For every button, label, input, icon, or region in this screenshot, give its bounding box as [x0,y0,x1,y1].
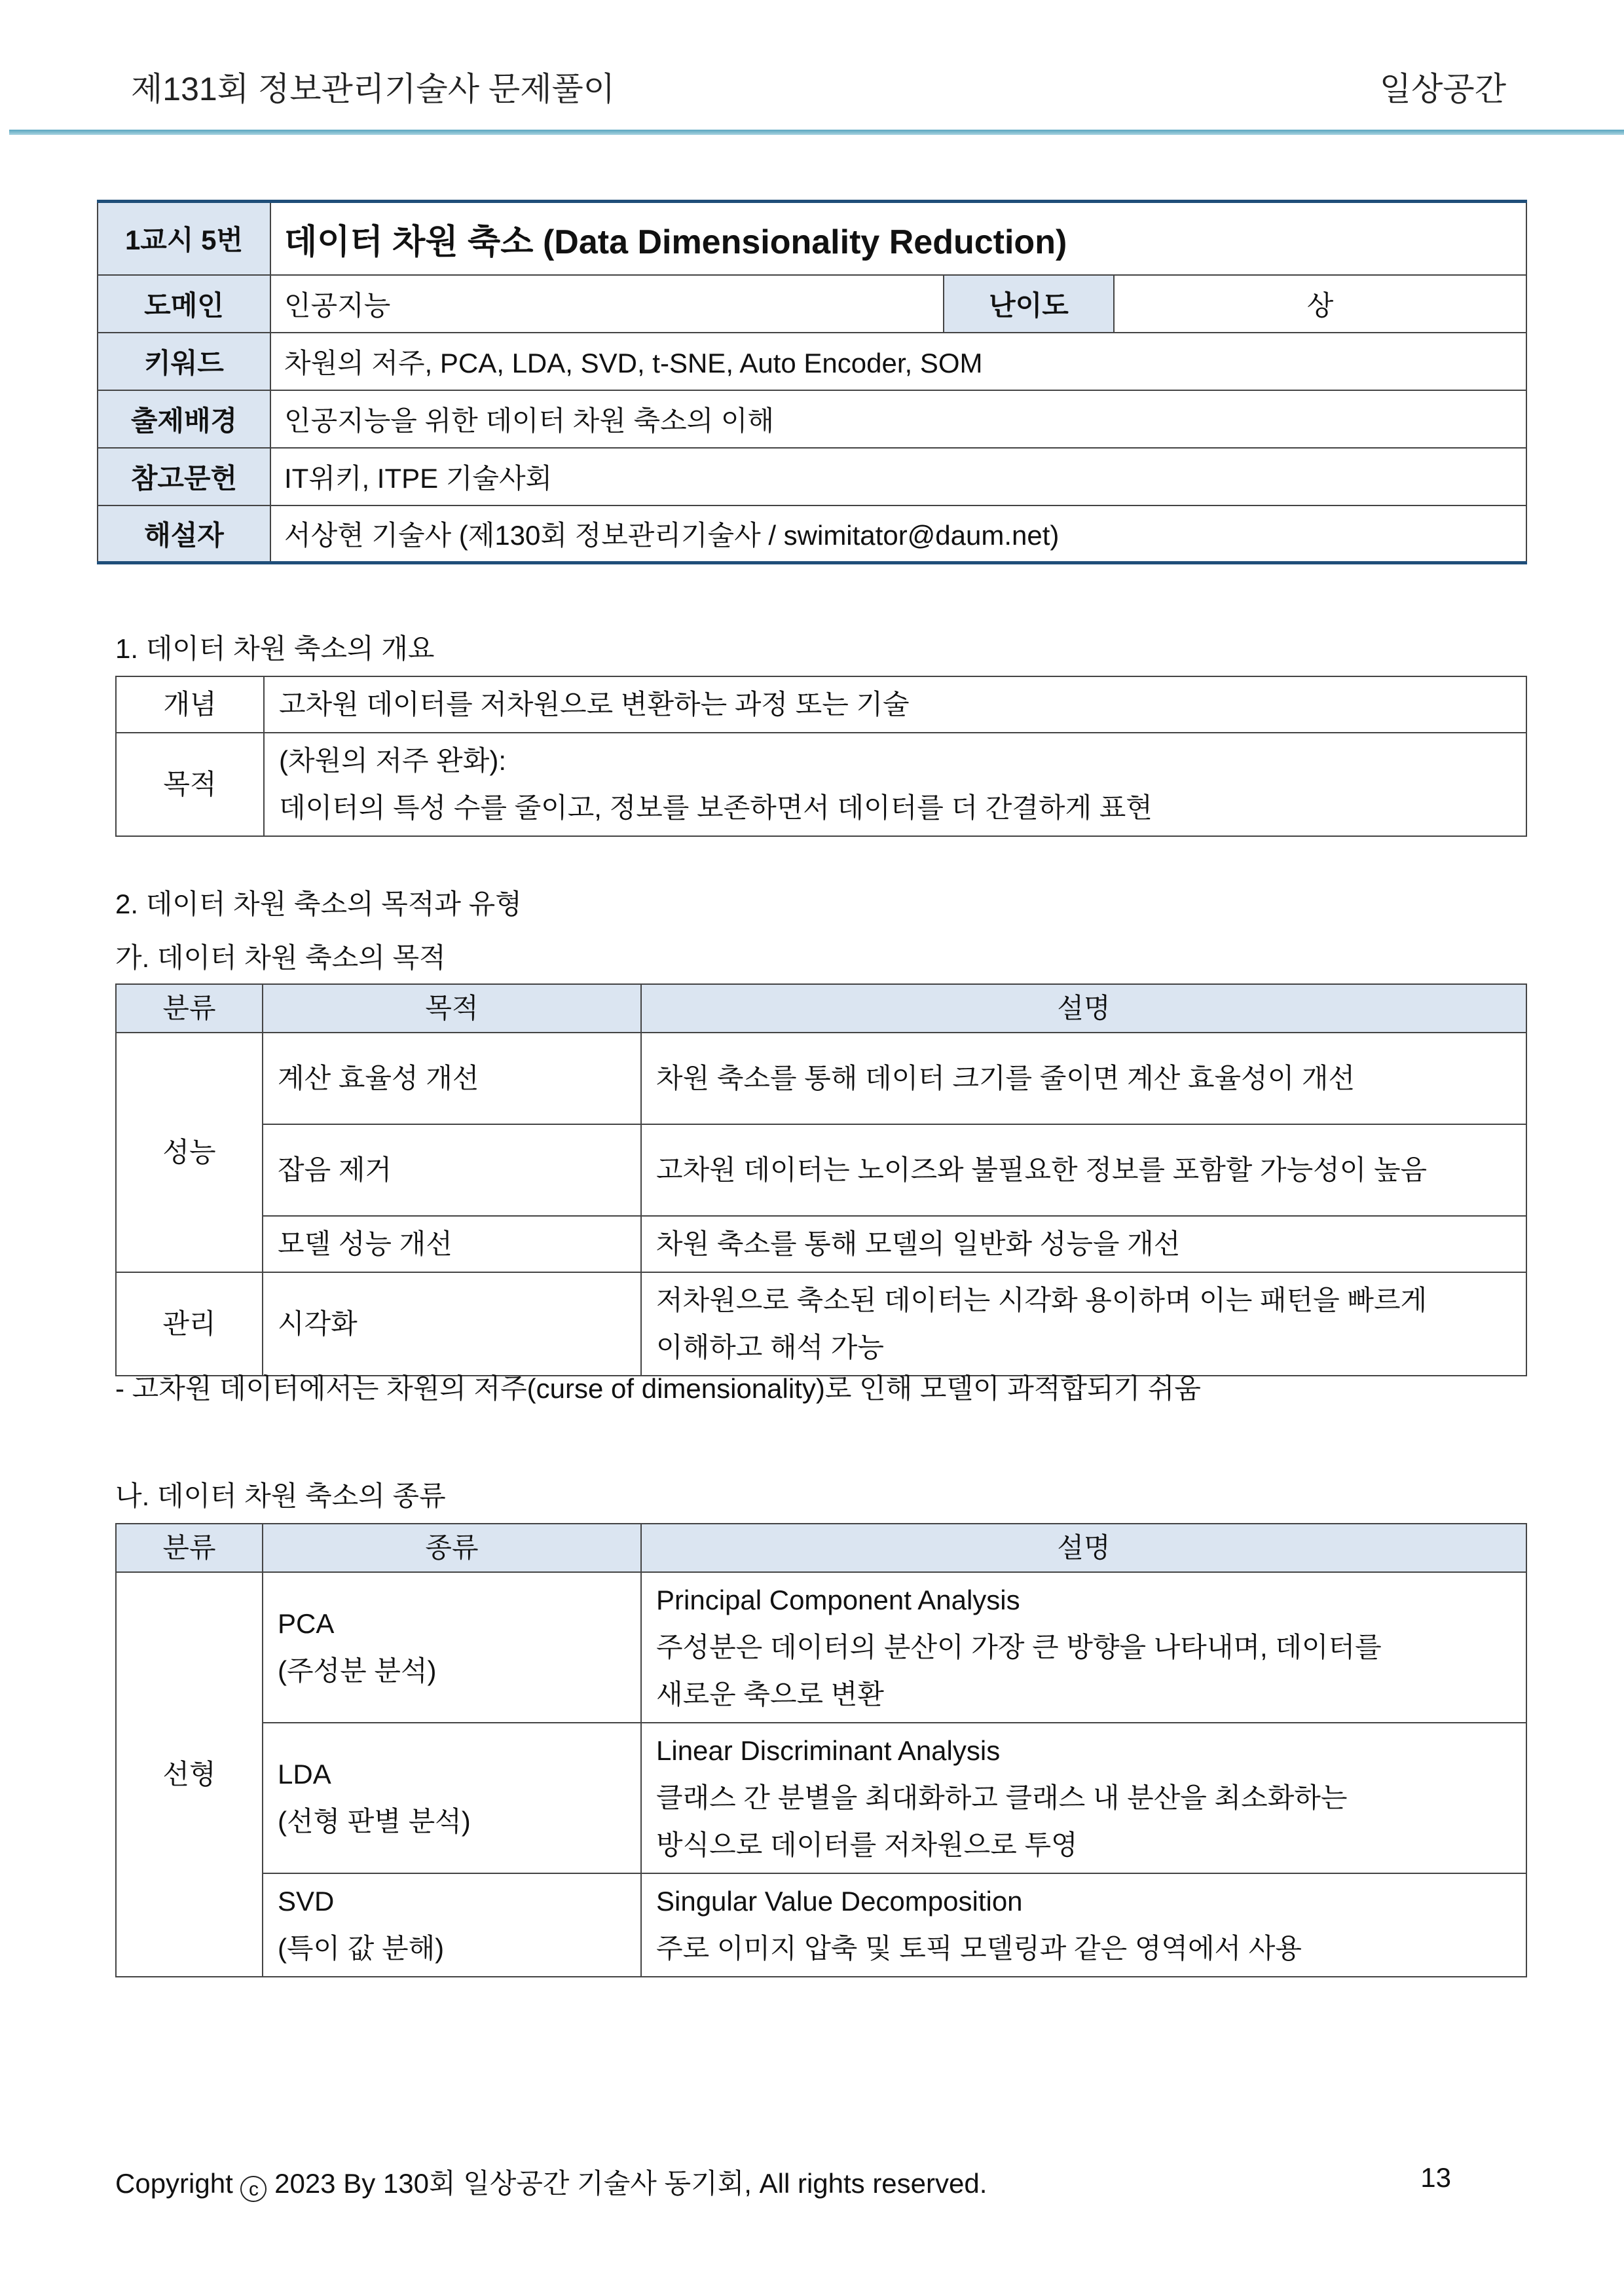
description-cell: 차원 축소를 통해 데이터 크기를 줄이면 계산 효율성이 개선 [641,1033,1526,1124]
overview-line: (차원의 저주 완화): [279,745,506,776]
column-header: 분류 [116,1524,263,1572]
description-line: Linear Discriminant Analysis [656,1735,1001,1766]
section2b-heading: 나. 데이터 차원 축소의 종류 [115,1480,446,1511]
description-line: 주성분은 데이터의 분산이 가장 큰 방향을 나타내며, 데이터를 [656,1632,1382,1662]
references-label: 참고문헌 [98,448,270,505]
description-line: 주로 이미지 압축 및 토픽 모델링과 같은 영역에서 사용 [656,1933,1302,1964]
description-cell: 고차원 데이터는 노이즈와 불필요한 정보를 포함할 가능성이 높음 [641,1124,1526,1216]
column-header: 분류 [116,984,263,1033]
category-cell: 성능 [116,1033,263,1272]
type-name: SVD [278,1886,335,1917]
section2a-heading: 가. 데이터 차원 축소의 목적 [115,942,446,973]
column-header: 종류 [263,1524,641,1572]
overview-label: 개념 [116,676,264,733]
difficulty-label: 난이도 [944,275,1114,333]
question-title: 데이터 차원 축소 (Data Dimensionality Reduction) [270,202,1526,275]
type-name: PCA [278,1608,335,1639]
category-cell: 선형 [116,1572,263,1977]
description-line: 새로운 축으로 변환 [656,1679,884,1710]
overview-value [264,733,1526,836]
keywords-label: 키워드 [98,333,270,390]
type-cell [263,1723,641,1873]
description-line: 방식으로 데이터를 저차원으로 투영 [656,1829,1078,1860]
description-line: 이해하고 해석 가능 [656,1332,884,1363]
section2-heading: 2. 데이터 차원 축소의 목적과 유형 [115,889,522,919]
description-cell [641,1272,1526,1376]
copyright-icon: c [240,2176,267,2202]
type-name: LDA [278,1759,331,1790]
background-value: 인공지능을 위한 데이터 차원 축소의 이해 [270,390,1526,448]
types-table [115,1523,1527,1977]
type-cell [263,1873,641,1977]
description-line: 저차원으로 축소된 데이터는 시각화 용이하며 이는 패턴을 빠르게 [656,1285,1428,1315]
description-cell [641,1873,1526,1977]
section1-heading: 1. 데이터 차원 축소의 개요 [115,633,435,664]
type-name-korean: (특이 값 분해) [278,1933,445,1964]
domain-label: 도메인 [98,275,270,333]
difficulty-value: 상 [1114,275,1526,333]
copyright-text: 2023 By 130회 일상공간 기술사 동기회, All rights reserved. [274,2168,987,2199]
column-header: 설명 [641,1524,1526,1572]
header-title: 제131회 정보관리기술사 문제풀이 [131,71,616,107]
references-value: IT위키, ITPE 기술사회 [270,448,1526,505]
type-name-korean: (주성분 분석) [278,1655,437,1686]
description-line: Principal Component Analysis [656,1585,1020,1615]
domain-value: 인공지능 [270,275,944,333]
session-label: 1교시 5번 [98,202,270,275]
type-cell [263,1572,641,1723]
description-line: 클래스 간 분별을 최대화하고 클래스 내 분산을 최소화하는 [656,1782,1348,1813]
description-cell: 차원 축소를 통해 모델의 일반화 성능을 개선 [641,1216,1526,1272]
background-label: 출제배경 [98,390,270,448]
question-info-table [97,200,1527,564]
keywords-value: 차원의 저주, PCA, LDA, SVD, t-SNE, Auto Encoder, SOM [270,333,1526,390]
overview-table [115,676,1527,837]
purpose-cell: 모델 성능 개선 [263,1216,641,1272]
column-header: 설명 [641,984,1526,1033]
column-header: 목적 [263,984,641,1033]
page-header [131,63,1506,110]
category-cell: 관리 [116,1272,263,1376]
purpose-cell: 계산 효율성 개선 [263,1033,641,1124]
dimensionality-note: - 고차원 데이터에서는 차원의 저주(curse of dimensionality)로 인해 모델이 과적합되기 쉬움 [115,1373,1201,1404]
overview-value: 고차원 데이터를 저차원으로 변환하는 과정 또는 기술 [264,676,1526,733]
page-footer [115,2162,1451,2202]
type-name-korean: (선형 판별 분석) [278,1806,471,1837]
header-divider [9,130,1624,135]
description-cell [641,1723,1526,1873]
overview-line: 데이터의 특성 수를 줄이고, 정보를 보존하면서 데이터를 더 간결하게 표현 [279,792,1153,823]
description-cell [641,1572,1526,1723]
header-brand: 일상공간 [1379,71,1506,107]
purpose-table [115,983,1527,1376]
author-label: 해설자 [98,505,270,563]
overview-label: 목적 [116,733,264,836]
page-number: 13 [1420,2162,1451,2193]
copyright-prefix: Copyright [115,2168,233,2199]
author-value: 서상현 기술사 (제130회 정보관리기술사 / swimitator@daum.net) [270,505,1526,563]
description-line: Singular Value Decomposition [656,1886,1023,1917]
copyright [115,2162,987,2202]
purpose-cell: 시각화 [263,1272,641,1376]
purpose-cell: 잡음 제거 [263,1124,641,1216]
